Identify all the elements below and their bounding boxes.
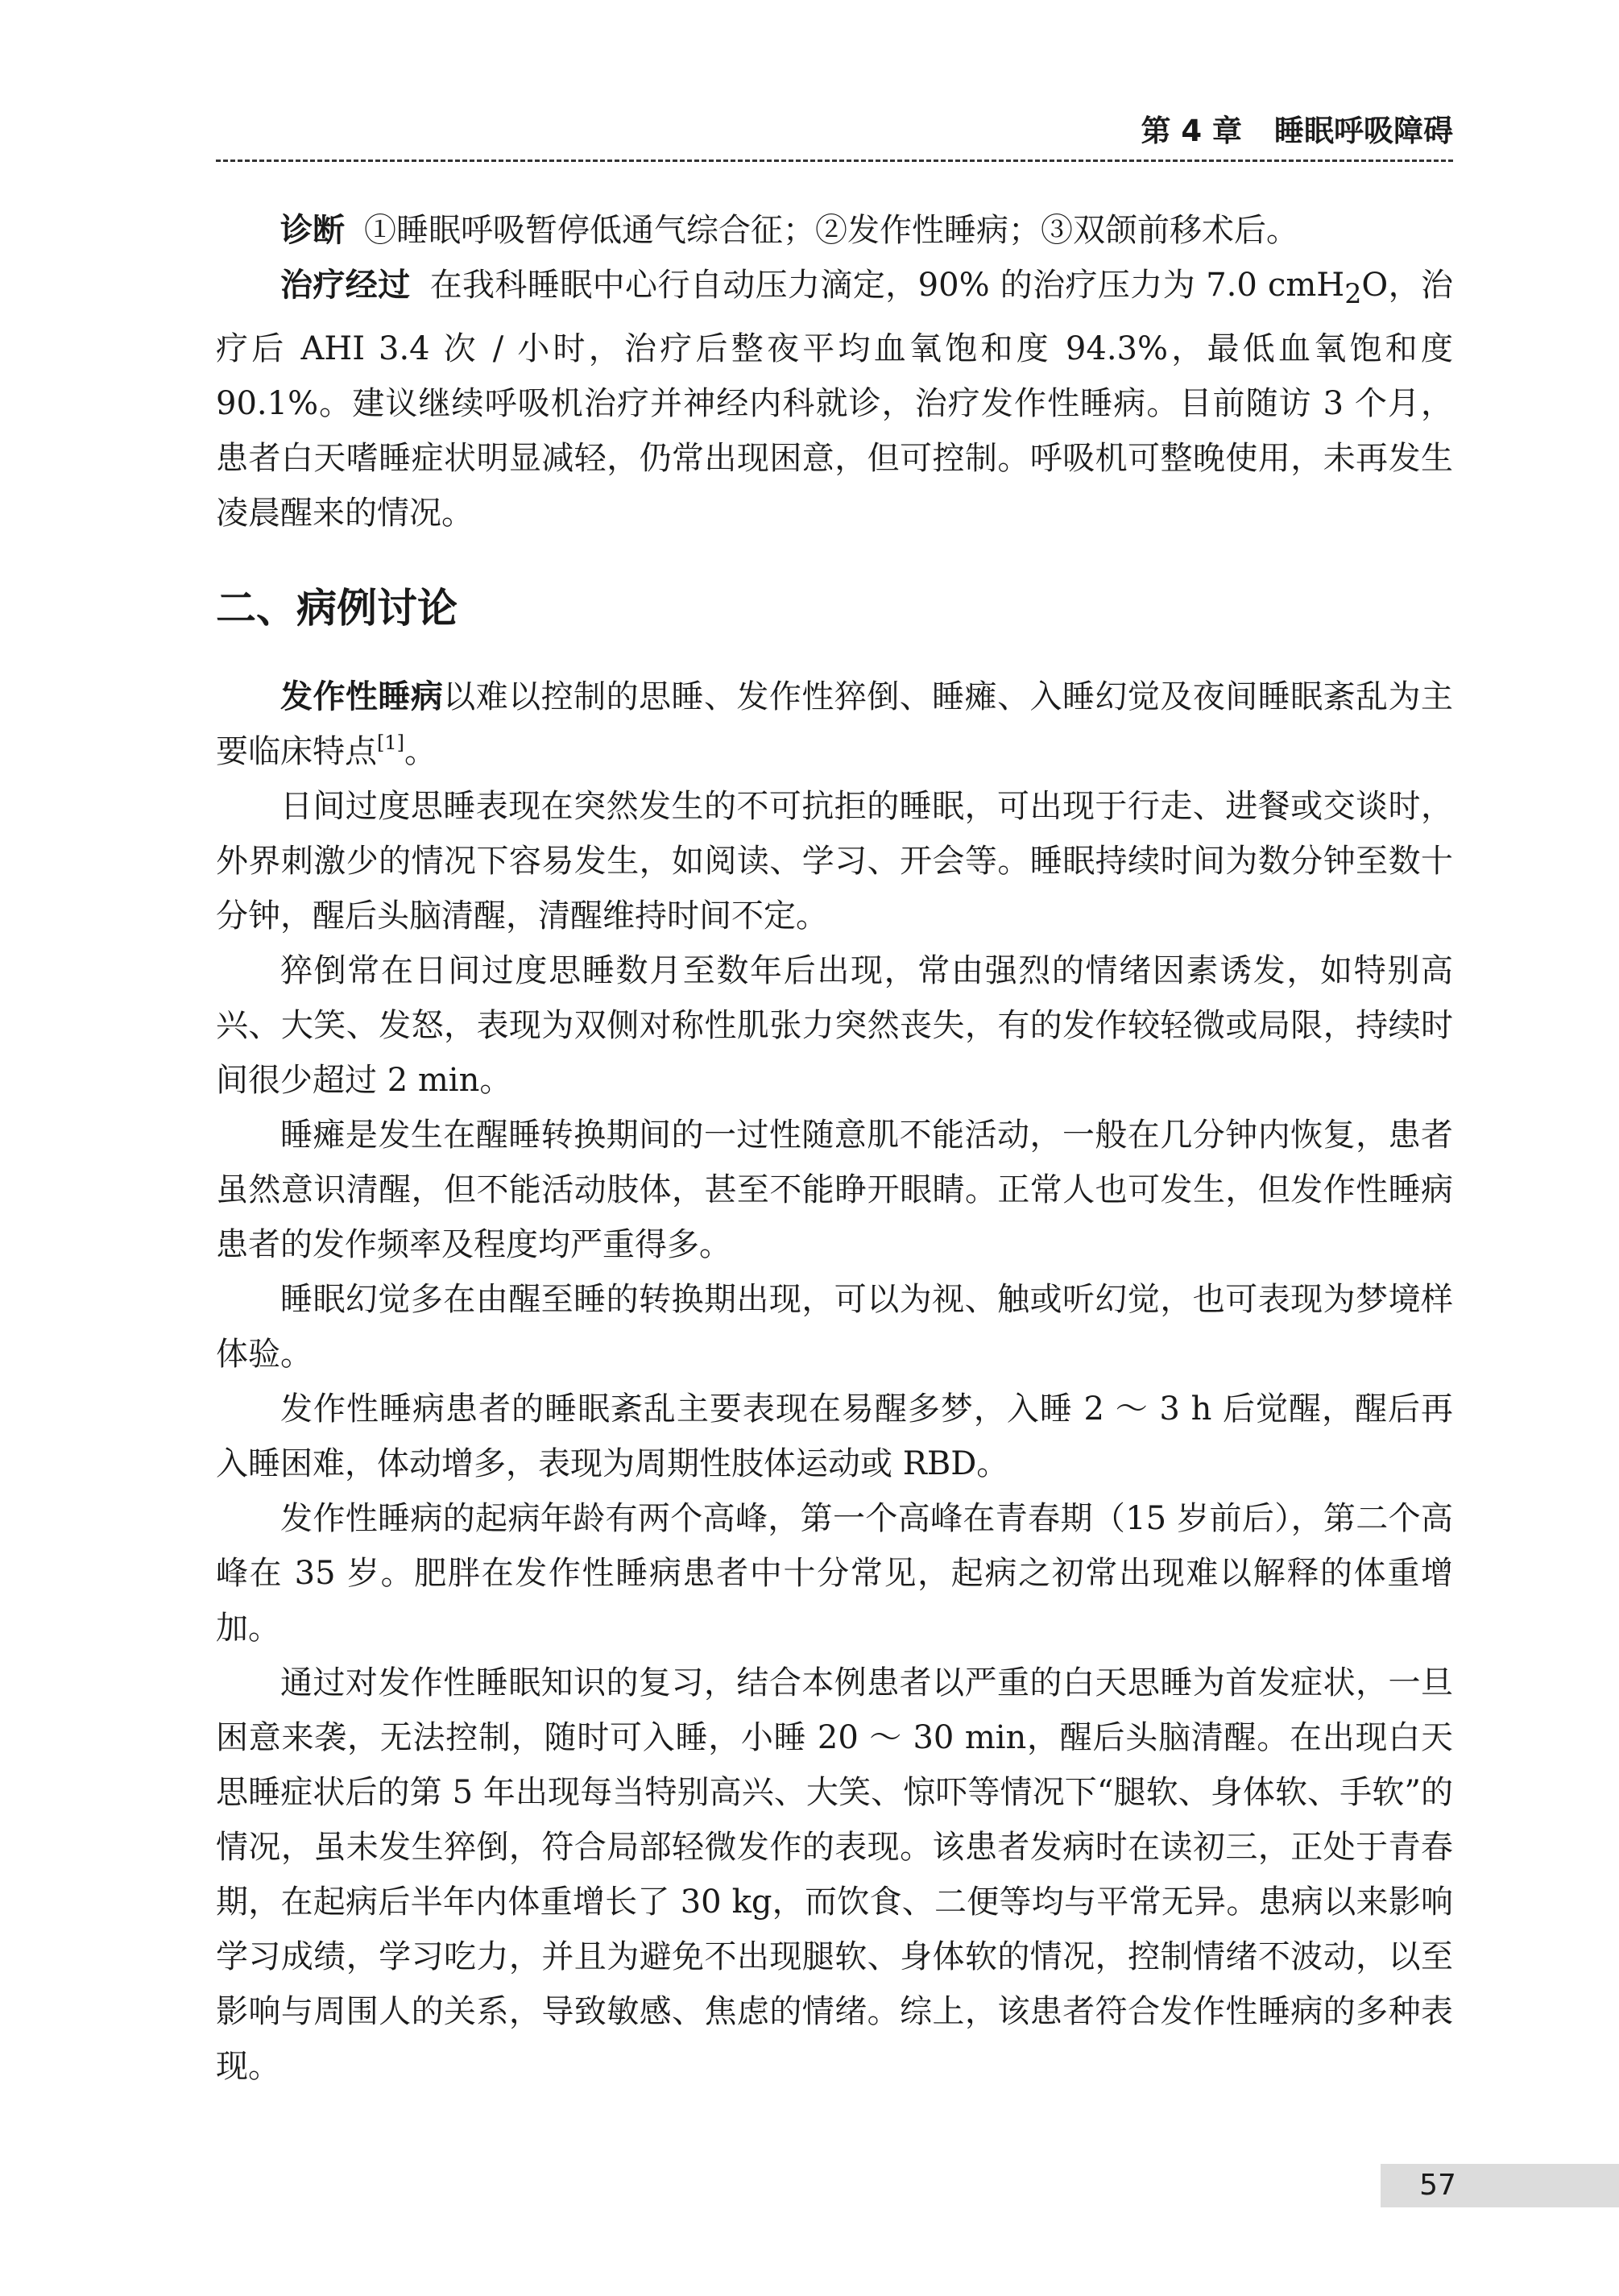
header-dashed-rule (216, 160, 1453, 162)
header-text (1141, 111, 1453, 151)
discussion-paragraph: 发作性睡病患者的睡眠紊乱主要表现在易醒多梦，入睡 2 ～ 3 h 后觉醒，醒后再入睡困难，体动增多，表现为周期性肢体运动或 RBD。 (216, 1390, 1453, 1482)
treatment-subscript: 2 (1344, 278, 1362, 309)
diagnosis-label: 诊断 (280, 212, 345, 249)
discussion-paragraph: 猝倒常在日间过度思睡数月至数年后出现，常由强烈的情绪因素诱发，如特别高兴、大笑、发怒，表现为双侧对称性肌张力突然丧失，有的发作较轻微或局限，持续时间很少超过 2 min。 (216, 952, 1453, 1099)
page-number: 57 (1419, 2169, 1456, 2202)
section-title: 二、病例讨论 (216, 585, 458, 632)
running-header (216, 111, 1453, 160)
diagnosis-paragraph (216, 203, 1453, 258)
header-chapter-title: 睡眠呼吸障碍 (1274, 114, 1453, 148)
discussion-intro-term: 发作性睡病 (280, 678, 444, 715)
discussion-paragraph: 发作性睡病的起病年龄有两个高峰，第一个高峰在青春期（15 岁前后），第二个高峰在 35 岁。肥胖在发作性睡病患者中十分常见，起病之初常出现难以解释的体重增加。 (216, 1500, 1453, 1647)
discussion-intro-paragraph (216, 669, 1453, 779)
discussion-intro-text: 以难以控制的思睡、发作性猝倒、睡瘫、入睡幻觉及夜间睡眠紊乱为主要临床特点 (216, 678, 1454, 770)
discussion-paragraph: 睡瘫是发生在醒睡转换期间的一过性随意肌不能活动，一般在几分钟内恢复，患者虽然意识清醒，但不能活动肢体，甚至不能睁开眼睛。正常人也可发生，但发作性睡病患者的发作频率及程度均严重得多。 (216, 1117, 1453, 1263)
treatment-label: 治疗经过 (280, 267, 411, 304)
discussion-paragraph: 日间过度思睡表现在突然发生的不可抗拒的睡眠，可出现于行走、进餐或交谈时，外界刺激少的情况下容易发生，如阅读、学习、开会等。睡眠持续时间为数分钟至数十分钟，醒后头脑清醒，清醒维持时间不定。 (216, 788, 1453, 935)
treatment-text-after: O，治疗后 AHI 3.4 次 / 小时，治疗后整夜平均血氧饱和度 94.3%，最低血氧饱和度 90.1%。建议继续呼吸机治疗并神经内科就诊，治疗发作性睡病。目前随访 3 个月，患者白天嗜睡症状明显减轻，仍常出现困意，但可控制。呼吸机可整晚使用，未再发生凌晨醒来的情况。 (216, 267, 1454, 532)
discussion-intro-end: 。 (404, 733, 437, 770)
page-body (216, 203, 1453, 2094)
treatment-paragraph (216, 258, 1453, 541)
discussion-paragraph: 通过对发作性睡眠知识的复习，结合本例患者以严重的白天思睡为首发症状，一旦困意来袭，无法控制，随时可入睡，小睡 20 ～ 30 min，醒后头脑清醒。在出现白天思睡症状后的第 5 年出现每当特别高兴、大笑、惊吓等情况下“腿软、身体软、手软”的情况，虽未发生猝倒，符合局部轻微发作的表现。该患者发病时在读初三，正处于青春期，在起病后半年内体重增长了 30 kg，而饮食、二便等均与平常无异。患病以来影响学习成绩，学习吃力，并且为避免不出现腿软、身体软的情况，控制情绪不波动，以至影响与周围人的关系，导致敏感、焦虑的情绪。综上，该患者符合发作性睡病的多种表现。 (216, 1664, 1453, 2085)
diagnosis-text: ①睡眠呼吸暂停低通气综合征；②发作性睡病；③双颌前移术后。 (364, 212, 1298, 249)
treatment-text-before: 在我科睡眠中心行自动压力滴定，90% 的治疗压力为 7.0 cmH (429, 267, 1345, 304)
header-chapter: 第 4 章 (1141, 114, 1242, 148)
discussion-paragraph: 睡眠幻觉多在由醒至睡的转换期出现，可以为视、触或听幻觉，也可表现为梦境样体验。 (216, 1281, 1453, 1373)
reference-marker: [1] (377, 731, 404, 754)
